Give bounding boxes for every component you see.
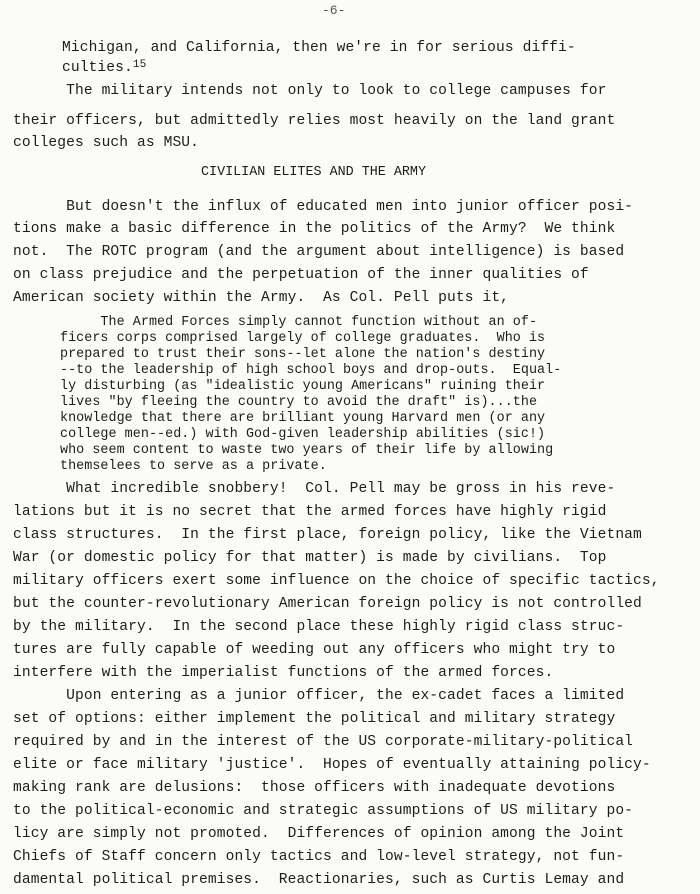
paragraph-4-line-6: to the political-economic and strategic assumptions of US military po- bbox=[13, 803, 634, 819]
page-number: -6- bbox=[322, 3, 346, 18]
section-heading: CIVILIAN ELITES AND THE ARMY bbox=[201, 165, 426, 180]
paragraph-4-line-4: elite or face military 'justice'. Hopes of eventually attaining policy- bbox=[13, 757, 651, 773]
carryover-text: culties. bbox=[62, 60, 133, 76]
paragraph-3-line-1: What incredible snobbery! Col. Pell may be gross in his reve- bbox=[13, 481, 616, 497]
footnote-reference: 15 bbox=[132, 59, 147, 71]
paragraph-4-line-1: Upon entering as a junior officer, the ex-cadet faces a limited bbox=[13, 688, 625, 704]
quote-line-3: prepared to trust their sons--let alone the nation's destiny bbox=[60, 347, 546, 362]
paragraph-3-line-3: class structures. In the first place, foreign policy, like the Vietnam bbox=[13, 527, 642, 543]
paragraph-2-line-2: tions make a basic difference in the politics of the Army? We think bbox=[13, 221, 616, 237]
paragraph-1-line-1: The military intends not only to look to college campuses for bbox=[13, 83, 607, 99]
paragraph-2-line-1: But doesn't the influx of educated men into junior officer posi- bbox=[13, 199, 634, 215]
paragraph-3-line-2: lations but it is no secret that the armed forces have highly rigid bbox=[13, 504, 607, 520]
paragraph-4-line-3: required by and in the interest of the US corporate-military-political bbox=[13, 734, 634, 750]
paragraph-3-line-8: tures are fully capable of weeding out any officers who might try to bbox=[13, 642, 616, 658]
paragraph-4-line-7: licy are simply not promoted. Differences of opinion among the Joint bbox=[13, 826, 625, 842]
quote-line-8: college men--ed.) with God-given leadership abilities (sic!) bbox=[60, 427, 546, 442]
quote-line-1: The Armed Forces simply cannot function without an of- bbox=[60, 315, 538, 330]
paragraph-2-line-4: on class prejudice and the perpetuation of the inner qualities of bbox=[13, 267, 589, 283]
quote-line-2: ficers corps comprised largely of college graduates. Who is bbox=[60, 331, 546, 346]
paragraph-3-line-5: military officers exert some influence on the choice of specific tactics, bbox=[13, 573, 660, 589]
quote-line-4: --to the leadership of high school boys and drop-outs. Equal- bbox=[60, 363, 562, 378]
carryover-line-1: Michigan, and California, then we're in for serious diffi- bbox=[62, 40, 576, 56]
carryover-line-2 bbox=[62, 57, 146, 77]
paragraph-2-line-3: not. The ROTC program (and the argument about intelligence) is based bbox=[13, 244, 625, 260]
paragraph-2-line-5: American society within the Army. As Col. Pell puts it, bbox=[13, 290, 510, 306]
paragraph-1-line-3: colleges such as MSU. bbox=[13, 135, 200, 151]
paragraph-4-line-9: damental political premises. Reactionaries, such as Curtis Lemay and bbox=[13, 872, 625, 888]
quote-line-9: who seem content to waste two years of their life by allowing bbox=[60, 443, 554, 458]
paragraph-4-line-8: Chiefs of Staff concern only tactics and low-level strategy, not fun- bbox=[13, 849, 625, 865]
paragraph-3-line-7: by the military. In the second place these highly rigid class struc- bbox=[13, 619, 625, 635]
quote-line-6: lives "by fleeing the country to avoid the draft" is)...the bbox=[60, 395, 538, 410]
paragraph-1-line-2: their officers, but admittedly relies most heavily on the land grant bbox=[13, 113, 616, 129]
quote-line-5: ly disturbing (as "idealistic young Americans" ruining their bbox=[60, 379, 546, 394]
quote-line-7: knowledge that there are brilliant young Harvard men (or any bbox=[60, 411, 546, 426]
quote-line-10: themselees to serve as a private. bbox=[60, 459, 327, 474]
paragraph-4-line-5: making rank are delusions: those officers with inadequate devotions bbox=[13, 780, 616, 796]
paragraph-4-line-2: set of options: either implement the political and military strategy bbox=[13, 711, 616, 727]
paragraph-3-line-4: War (or domestic policy for that matter) is made by civilians. Top bbox=[13, 550, 607, 566]
paragraph-3-line-6: but the counter-revolutionary American foreign policy is not controlled bbox=[13, 596, 642, 612]
paragraph-3-line-9: interfere with the imperialist functions of the armed forces. bbox=[13, 665, 554, 681]
